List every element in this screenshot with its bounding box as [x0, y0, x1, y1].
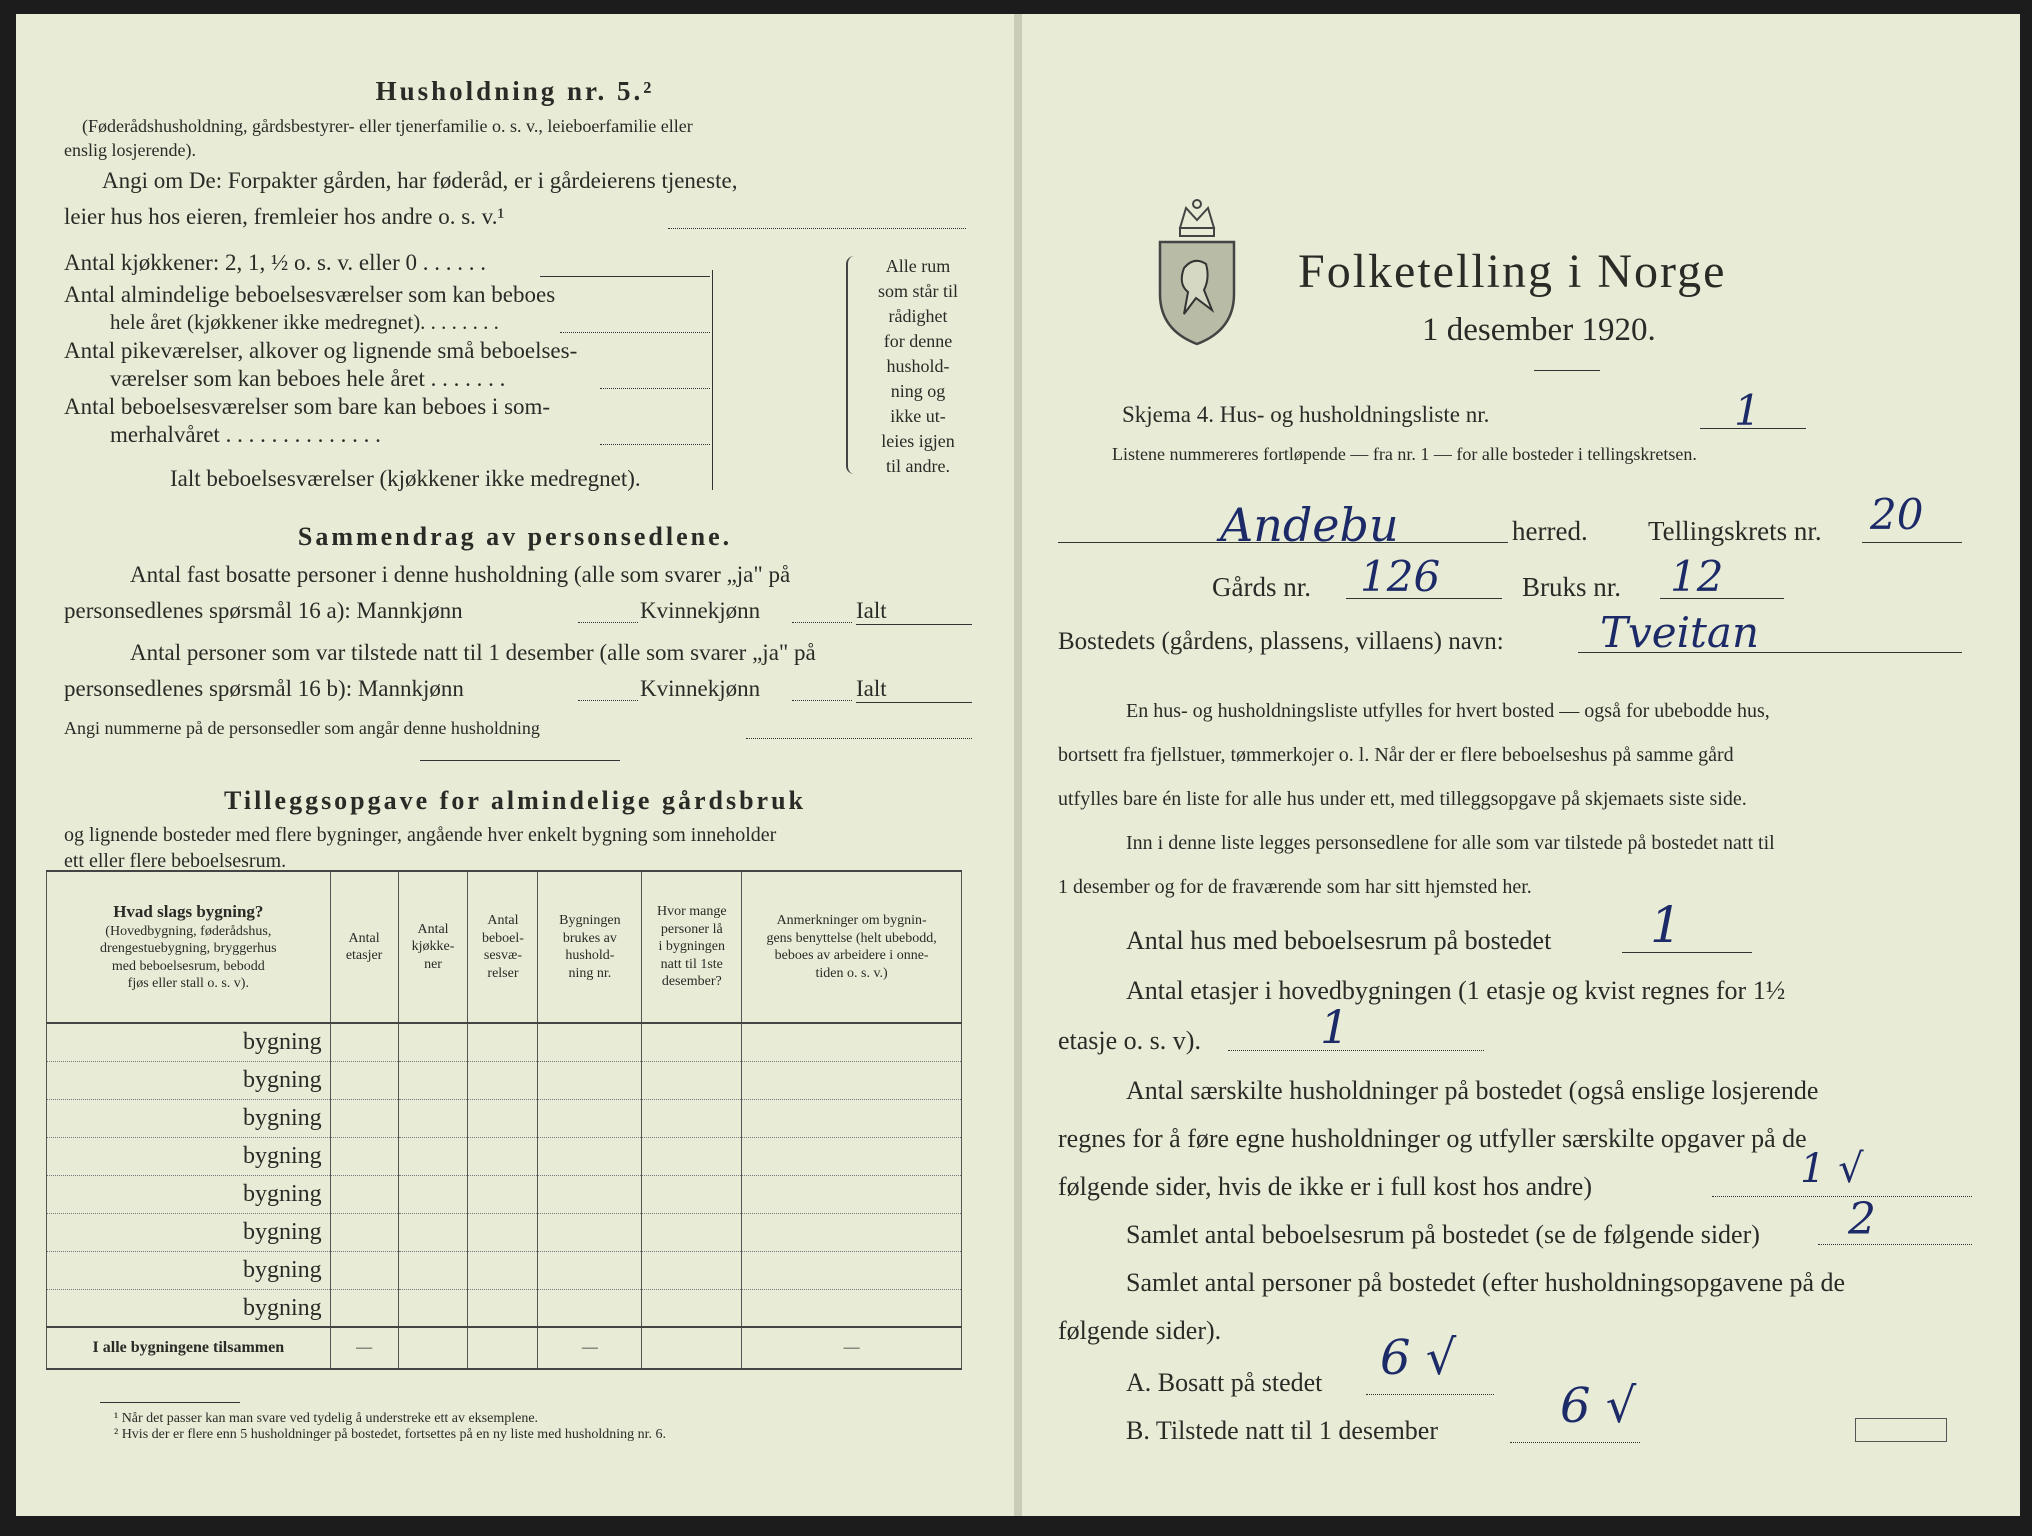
row-label[interactable]: bygning [47, 1213, 331, 1251]
sarskilte-label-3: følgende sider, hvis de ikke er i full kost hos andre) [1058, 1172, 1592, 1201]
col-header-husholdning-nr: Bygningen brukes av hushold- ning nr. [538, 871, 642, 1023]
row-label[interactable]: bygning [47, 1289, 331, 1327]
angi-fill-line[interactable] [668, 228, 966, 229]
sommer-label-2: merhalvåret . . . . . . . . . . . . . . [110, 422, 381, 447]
gards-label: Gårds nr. [1212, 572, 1311, 602]
table-row [47, 1251, 962, 1289]
hus-value: 1 [1650, 896, 1682, 954]
samlet-rum-label: Samlet antal beboelsesrum på bostedet (se de følgende sider) [1126, 1220, 1760, 1249]
norway-coat-of-arms-icon [1150, 198, 1244, 346]
bosatt-field[interactable] [1366, 1394, 1494, 1395]
tillegg-text-2: ett eller flere beboelsesrum. [64, 850, 287, 872]
sarskilte-label-2: regnes for å føre egne husholdninger og utfyller særskilte opgaver på de [1058, 1124, 1807, 1153]
col-header-personer: Hvor mange personer lå i bygningen natt til 1ste desember? [642, 871, 742, 1023]
table-row [47, 1175, 962, 1213]
sommer-label-1: Antal beboelsesværelser som bare kan beboes i som- [64, 394, 551, 419]
samlet-personer-label-1: Samlet antal personer på bostedet (efter husholdningsopgavene på de [1126, 1268, 1846, 1297]
bosatt-label: A. Bosatt på stedet [1126, 1368, 1323, 1397]
row-label[interactable]: bygning [47, 1023, 331, 1061]
bostedets-value: Tveitan [1600, 608, 1759, 657]
form-title: Folketelling i Norge [1298, 245, 1727, 298]
pike-fill-line[interactable] [600, 388, 710, 389]
husholdning-subtitle-2: enslig losjerende). [64, 140, 196, 160]
husholdning-subtitle-1: (Føderådshusholdning, gårdsbestyrer- eller tjenerfamilie o. s. v., leieboerfamilie eller [82, 116, 693, 136]
etasjer-label-1: Antal etasjer i hovedbygningen (1 etasje og kvist regnes for 1½ [1126, 976, 1786, 1005]
col-header-kjokkener: Antal kjøkke- ner [398, 871, 468, 1023]
gards-value: 126 [1360, 552, 1441, 601]
table-row [47, 1213, 962, 1251]
form-date: 1 desember 1920. [1422, 312, 1656, 348]
fast-bosatte-mannkjonn: personsedlenes spørsmål 16 a): Mannkjønn [64, 598, 463, 623]
bruks-value: 12 [1670, 552, 1724, 601]
listene-note: Listene nummereres fortløpende — fra nr. 1 — for alle bosteder i tellingskretsen. [1112, 444, 1697, 464]
angi-line-2: leier hus hos eieren, fremleier hos andre o. s. v.¹ [64, 204, 505, 229]
samlet-rum-value: 2 [1848, 1194, 1876, 1245]
side-note: Alle rum som står til rådighet for denne hushold- ning og ikke ut- leies igjen til andre. [878, 256, 958, 476]
almindelige-label-1: Antal almindelige beboelsesværelser som kan beboes [64, 282, 556, 307]
table-row [47, 1289, 962, 1327]
hus-label: Antal hus med beboelsesrum på bostedet [1126, 926, 1552, 955]
sarskilte-field[interactable] [1712, 1196, 1972, 1197]
etasjer-label-2: etasje o. s. v). [1058, 1026, 1201, 1055]
instruction-3: utfylles bare én liste for alle hus under ett, med tilleggsopgave på skjemaets siste side. [1058, 788, 1747, 810]
instruction-5: 1 desember og for de fraværende som har sitt hjemsted her. [1058, 876, 1532, 898]
ialt-beboelses-label: Ialt beboelsesværelser (kjøkkener ikke medregnet). [170, 466, 641, 491]
herred-value: Andebu [1220, 498, 1399, 552]
footnote-2: ² Hvis der er flere enn 5 husholdninger på bostedet, fortsettes på en ny liste med husholdning nr. 6. [114, 1427, 667, 1442]
col-header-etasjer: Antal etasjer [330, 871, 398, 1023]
col-header-anmerkninger: Anmerkninger om bygnin- gens benyttelse (helt ubebodd, beboes av arbeidere i onne- tiden o. s. v.) [742, 871, 962, 1023]
tilstede-ialt-label: Ialt [856, 676, 887, 701]
pike-label-1: Antal pikeværelser, alkover og lignende små beboelses- [64, 338, 578, 363]
tellingskrets-field[interactable] [1862, 542, 1962, 543]
col-header-bygning: Hvad slags bygning? (Hovedbygning, føderådshus, drengestuebygning, bryggerhus med beboelsesrum, bebodd fjøs eller stall o. s. v). [47, 871, 331, 1023]
tillegg-text-1: og lignende bosteder med flere bygninger, angående hver enkelt bygning som inneholder [64, 824, 777, 846]
almindelige-label-2: hele året (kjøkkener ikke medregnet). . . . . . . . [110, 310, 499, 334]
row-label[interactable]: bygning [47, 1061, 331, 1099]
almindelige-fill-line[interactable] [560, 332, 710, 333]
table-row [47, 1023, 962, 1061]
page-fold [1014, 14, 1022, 1516]
row-label[interactable]: bygning [47, 1137, 331, 1175]
tilstede-mannkjonn-field[interactable] [578, 700, 638, 701]
angi-nummerne-label: Angi nummerne på de personsedler som angår denne husholdning [64, 718, 540, 738]
fast-mannkjonn-field[interactable] [578, 622, 638, 623]
side-note-brace [846, 256, 860, 474]
table-row [47, 1137, 962, 1175]
bosatt-value: 6 √ [1380, 1330, 1457, 1386]
instruction-1: En hus- og husholdningsliste utfylles for hvert bosted — også for ubebodde hus, [1126, 700, 1770, 722]
row-label[interactable]: bygning [47, 1099, 331, 1137]
bostedets-label: Bostedets (gårdens, plassens, villaens) navn: [1058, 628, 1504, 655]
sammendrag-title: Sammendrag av personsedlene. [297, 522, 733, 551]
tillegg-title: Tilleggsopgave for almindelige gårdsbruk [223, 786, 807, 815]
ialt-box-rule [712, 270, 713, 490]
building-table [46, 870, 962, 1370]
printer-stamp [1855, 1418, 1947, 1442]
instruction-4: Inn i denne liste legges personsedlene for alle som var tilstede på bostedet natt til [1126, 832, 1775, 854]
husholdning-title: Husholdning nr. 5.² [375, 76, 655, 106]
row-label[interactable]: bygning [47, 1175, 331, 1213]
footnote-1: ¹ Når det passer kan man svare ved tydelig å understreke ett av eksemplene. [114, 1411, 539, 1426]
hus-field[interactable] [1622, 952, 1752, 953]
sarskilte-value: 1 √ [1800, 1146, 1864, 1192]
tilstede-ialt-field[interactable] [856, 702, 972, 703]
etasjer-field[interactable] [1228, 1050, 1484, 1051]
skjema-label: Skjema 4. Hus- og husholdningsliste nr. [1122, 402, 1490, 427]
tilstede-kvinnekjonn-label: Kvinnekjønn [640, 676, 761, 701]
table-total-row: I alle bygningene tilsammen — — — [47, 1327, 962, 1369]
angi-line-1: Angi om De: Forpakter gården, har føderåd, er i gårdeierens tjeneste, [102, 168, 738, 193]
samlet-personer-label-2: følgende sider). [1058, 1316, 1222, 1345]
table-row [47, 1061, 962, 1099]
tellingskrets-value: 20 [1870, 490, 1924, 539]
tilstede-kvinnekjonn-field[interactable] [792, 700, 852, 701]
fast-bosatte-line-1: Antal fast bosatte personer i denne husholdning (alle som svarer „ja" på [130, 562, 791, 587]
tilstede-mannkjonn: personsedlenes spørsmål 16 b): Mannkjønn [64, 676, 464, 701]
section-divider [420, 760, 620, 761]
tilstede-value: 6 √ [1560, 1378, 1637, 1434]
total-label: I alle bygningene tilsammen [47, 1327, 331, 1369]
fast-kvinnekjonn-label: Kvinnekjønn [640, 598, 761, 623]
bruks-label: Bruks nr. [1522, 572, 1622, 602]
title-divider [1534, 370, 1600, 371]
etasjer-value: 1 [1320, 1000, 1350, 1054]
kjokkener-fill-line[interactable] [540, 276, 710, 277]
angi-nummerne-field[interactable] [746, 738, 972, 739]
samlet-rum-field[interactable] [1818, 1244, 1972, 1245]
tilstede-line-1: Antal personer som var tilstede natt til 1 desember (alle som svarer „ja" på [130, 640, 816, 665]
fast-ialt-field[interactable] [856, 624, 972, 625]
fast-kvinnekjonn-field[interactable] [792, 622, 852, 623]
row-label[interactable]: bygning [47, 1251, 331, 1289]
table-row [47, 1099, 962, 1137]
tilstede-label: B. Tilstede natt til 1 desember [1126, 1416, 1438, 1445]
skjema-value: 1 [1734, 386, 1761, 435]
instruction-2: bortsett fra fjellstuer, tømmerkojer o. l. Når der er flere beboelseshus på samme gård [1058, 744, 1734, 766]
tellingskrets-label: Tellingskrets nr. [1648, 516, 1822, 546]
footnote-rule [100, 1402, 240, 1403]
sommer-fill-line[interactable] [600, 444, 710, 445]
kjokkener-label: Antal kjøkkener: 2, 1, ½ o. s. v. eller 0 . . . . . . [64, 250, 487, 275]
pike-label-2: værelser som kan beboes hele året . . . . . . . [110, 366, 506, 391]
tilstede-field[interactable] [1510, 1442, 1640, 1443]
herred-label: herred. [1512, 516, 1588, 546]
col-header-beboelsesvaerelser: Antal beboel- sesvæ- relser [468, 871, 538, 1023]
sarskilte-label-1: Antal særskilte husholdninger på bostedet (også enslige losjerende [1126, 1076, 1819, 1105]
fast-ialt-label: Ialt [856, 598, 887, 623]
